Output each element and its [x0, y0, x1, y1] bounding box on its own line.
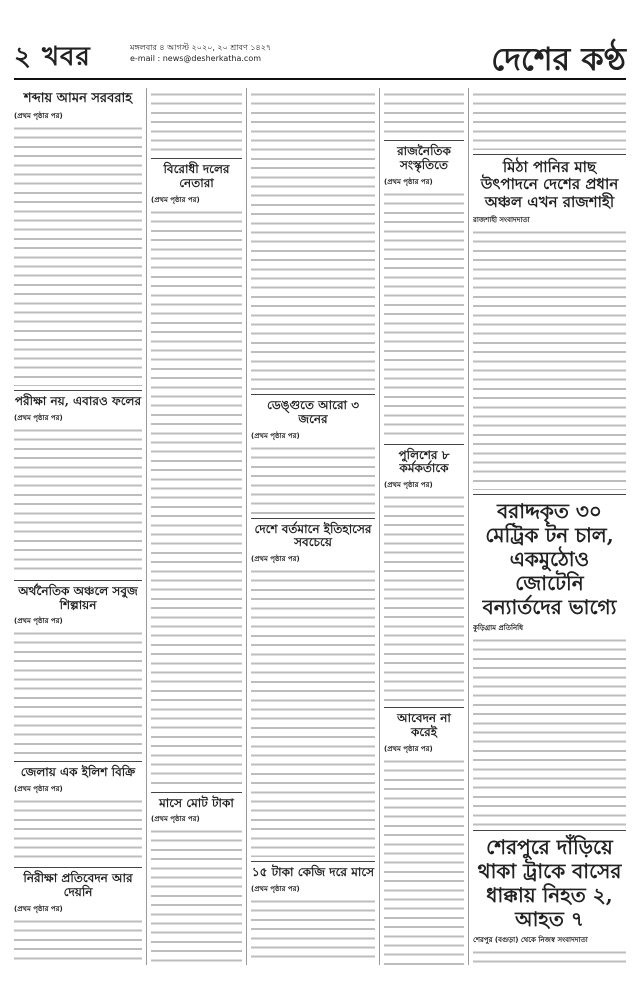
body-text — [384, 493, 464, 703]
column-3 — [251, 88, 375, 965]
continued-label: (প্রথম পৃষ্ঠার পর) — [251, 884, 300, 893]
continued-label: (প্রথম পৃষ্ঠার পর) — [151, 195, 200, 204]
article — [473, 499, 626, 826]
body-text — [384, 90, 464, 136]
headline: অর্থনৈতিক অঞ্চলে সবুজ শিল্পায়ন — [18, 583, 138, 612]
article — [473, 159, 626, 490]
article — [151, 797, 242, 965]
headline: শেরপুরে দাঁড়িয়ে থাকা ট্রাকে বাসের ধাক্কায় নিহত ২, আহত ৭ — [477, 834, 622, 931]
masthead — [14, 34, 626, 80]
headline: মিঠা পানির মাছ উৎপাদনে দেশের প্রধান অঞ্চল এখন রাজশাহী — [480, 158, 619, 211]
headline: নিরীক্ষা প্রতিবেদন আর দেয়নি — [23, 871, 133, 899]
body-text — [473, 636, 626, 826]
continued-label: (প্রথম পৃষ্ঠার পর) — [14, 413, 63, 422]
body-text — [151, 208, 242, 788]
body-text — [251, 897, 375, 965]
email-line: e-mail : news@desherkatha.com — [130, 54, 262, 63]
headline: রাজনৈতিক সংস্কৃতিতে — [397, 144, 451, 172]
headline: পুলিশের ৮ কর্মকর্তাকে — [398, 447, 450, 476]
masthead-meta — [130, 42, 271, 64]
divider — [14, 761, 142, 762]
body-text — [473, 948, 626, 965]
body-text — [251, 567, 375, 857]
article — [473, 835, 626, 965]
byline: কুড়িগ্রাম প্রতিনিধি — [473, 623, 524, 632]
headline: জেলায় এক ইলিশ বিক্রি — [20, 765, 136, 780]
newspaper-brand: দেশের কণ্ঠ — [491, 40, 626, 78]
headline: মাসে মোট টাকা — [159, 795, 234, 810]
body-text — [14, 426, 142, 576]
continued-label: (প্রথম পৃষ্ঠার পর) — [151, 815, 200, 824]
body-text — [384, 757, 464, 965]
article — [14, 92, 142, 386]
article — [251, 523, 375, 858]
body-text — [251, 90, 375, 390]
headline: শব্দায় আমন সরবরাহ — [23, 91, 133, 106]
article — [251, 399, 375, 514]
divider — [14, 390, 142, 391]
divider — [251, 394, 375, 395]
divider — [473, 494, 626, 495]
headline: বিরোধী দলের নেতারা — [163, 162, 230, 190]
body-text — [473, 90, 626, 150]
divider — [384, 140, 464, 141]
byline: রাজশাহী সংবাদদাতা — [473, 215, 530, 224]
divider — [473, 154, 626, 155]
divider — [151, 158, 242, 159]
body-text — [14, 124, 142, 386]
body-text — [14, 797, 142, 863]
article — [14, 766, 142, 863]
continued-label: (প্রথম পৃষ্ঠার পর) — [14, 785, 63, 794]
headline: পরীক্ষা নয়, এবারও ফলের — [14, 393, 142, 408]
divider — [14, 867, 142, 868]
continued-label: (প্রথম পৃষ্ঠার পর) — [384, 481, 433, 490]
divider — [384, 707, 464, 708]
article — [151, 163, 242, 788]
divider — [251, 861, 375, 862]
article — [14, 585, 142, 758]
body-text — [14, 917, 142, 965]
continued-label: (প্রথম পৃষ্ঠার পর) — [384, 744, 433, 753]
body-text — [14, 629, 142, 757]
headline: দেশে বর্তমানে ইতিহাসের সবচেয়ে — [254, 521, 372, 550]
divider — [14, 580, 142, 581]
page-number: ২ খবর — [14, 42, 91, 72]
continued-label: (প্রথম পৃষ্ঠার পর) — [14, 617, 63, 626]
column-1 — [14, 88, 142, 965]
continued-label: (প্রথম পৃষ্ঠার পর) — [14, 904, 63, 913]
byline: শেরপুর (বগুড়া) থেকে নিজস্ব সংবাদদাতা — [473, 935, 588, 944]
headline: আবেদন না করেই — [397, 711, 451, 739]
headline: ডেঙ্গুতে আরো ৩ জনের — [266, 398, 360, 426]
continued-label: (প্রথম পৃষ্ঠার পর) — [14, 111, 63, 120]
body-text — [251, 444, 375, 514]
column-rule — [468, 88, 469, 965]
divider — [151, 792, 242, 793]
column-rule — [146, 88, 147, 965]
body-text — [473, 228, 626, 490]
article — [384, 712, 464, 965]
column-rule — [246, 88, 247, 965]
article — [251, 866, 375, 965]
continued-label: (প্রথম পৃষ্ঠার পর) — [384, 177, 433, 186]
continued-label: (প্রথম পৃষ্ঠার পর) — [251, 555, 300, 564]
divider — [473, 830, 626, 831]
continued-label: (প্রথম পৃষ্ঠার পর) — [251, 431, 300, 440]
column-2 — [151, 88, 242, 965]
headline: বরাদ্দকৃত ৩০ মেট্রিক টন চাল, একমুঠোও জোটেনি বন্যার্তদের ভাগ্যে — [482, 498, 617, 619]
column-5 — [473, 88, 626, 965]
body-text — [151, 90, 242, 154]
divider — [384, 444, 464, 445]
column-rule — [379, 88, 380, 965]
body-text — [384, 190, 464, 440]
body-text — [151, 827, 242, 965]
article — [384, 449, 464, 704]
headline: ১৫ টাকা কেজি দরে মাসে — [251, 865, 375, 880]
date-line: মঙ্গলবার ৪ আগস্ট ২০২০, ২০ শ্রাবণ ১৪২৭ — [130, 43, 272, 52]
article — [14, 395, 142, 576]
article — [14, 872, 142, 965]
article — [384, 145, 464, 440]
divider — [251, 518, 375, 519]
column-4 — [384, 88, 464, 965]
